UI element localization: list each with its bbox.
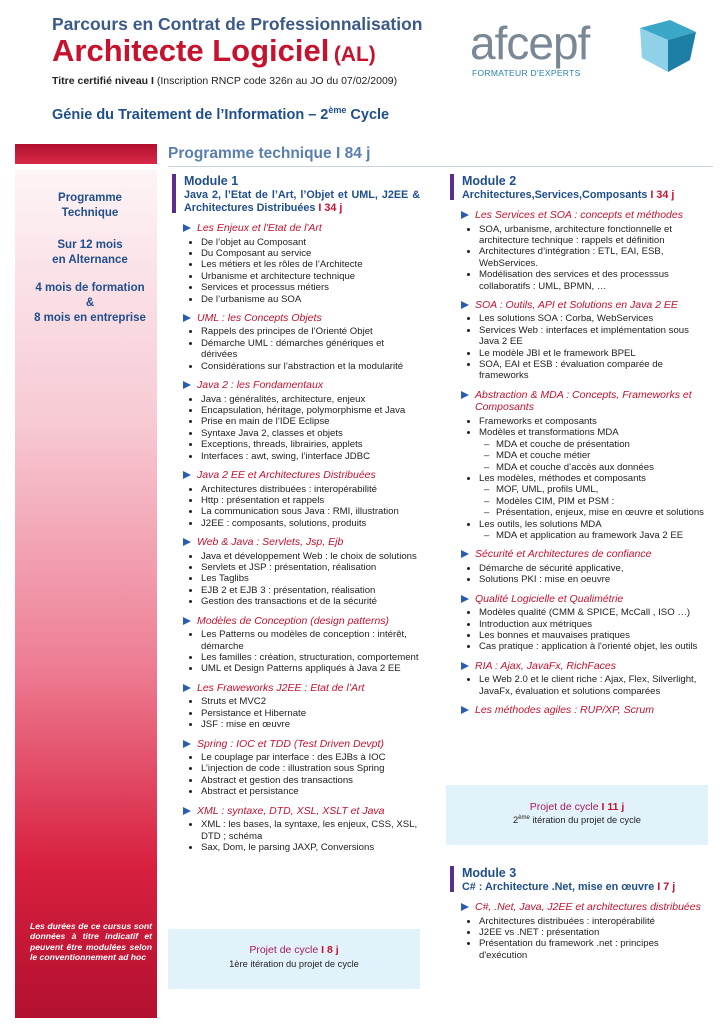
m2-section-6: Les méthodes agiles : RUP/XP, Scrum <box>460 704 706 717</box>
module3-header <box>450 866 706 894</box>
m2-list-0 <box>460 224 706 292</box>
project1-days: I 8 j <box>321 944 339 956</box>
subtitle: Génie du Traitement de l’Information – 2 <box>52 106 329 123</box>
m2-list-2 <box>460 416 706 541</box>
list-item: • Http : présentation et rappels <box>201 495 420 506</box>
list-item: – MDA et couche métier <box>496 450 706 461</box>
program-title: Programme technique I 84 j <box>168 145 371 162</box>
list-item: • EJB 2 et EJB 3 : présentation, réalisation <box>201 585 420 596</box>
list-item: • Les modèles, méthodes et composants <box>479 473 706 484</box>
list-item: • Abstract et persistance <box>201 786 420 797</box>
list-item: – MOF, UML, profils UML, <box>496 484 706 495</box>
module1-column <box>172 174 420 853</box>
text-line: en Alternance <box>52 254 128 266</box>
m1-section-4: Web & Java : Servlets, Jsp, Ejb <box>182 536 420 549</box>
module2-days: I 34 j <box>650 189 675 201</box>
list-item: • J2EE : composants, solutions, produits <box>201 518 420 529</box>
list-item: • La communication sous Java : RMI, illustration <box>201 506 420 517</box>
list-item: – MDA et couche de présentation <box>496 439 706 450</box>
list-item: • Présentation du framework .net : principes d'exécution <box>479 938 706 961</box>
m3-section-0: C#, .Net, Java, J2EE et architectures distribuées <box>460 901 706 914</box>
list-item: • Frameworks et composants <box>479 416 706 427</box>
text-line: Sur 12 mois <box>57 239 123 251</box>
list-item: • Encapsulation, héritage, polymorphisme et Java <box>201 405 420 416</box>
list-item: • Les bonnes et mauvaises pratiques <box>479 630 706 641</box>
module1-header <box>172 174 420 215</box>
m1-list-3 <box>182 484 420 530</box>
list-item: • L’injection de code : illustration sous Spring <box>201 763 420 774</box>
text-line: & <box>85 297 95 309</box>
m1-section-6: Les Fraweworks J2EE : Etat de l’Art <box>182 682 420 695</box>
text-line: 4 mois de formation <box>35 282 145 294</box>
list-item: – Modèles CIM, PIM et PSM : <box>496 496 706 507</box>
list-item: • De l’urbanisme au SOA <box>201 294 420 305</box>
list-item: • Urbanisme et architecture technique <box>201 271 420 282</box>
subtitle-sup: ème <box>328 105 347 115</box>
list-item: • Abstract et gestion des transactions <box>201 775 420 786</box>
project1-desc: 1ère itération du projet de cycle <box>229 959 359 969</box>
list-item: – Présentation, enjeux, mise en œuvre et solutions <box>496 507 706 518</box>
m1-list-0 <box>182 237 420 305</box>
list-item: • Architectures distribuées : interopérabilité <box>201 484 420 495</box>
m1-section-5: Modèles de Conception (design patterns) <box>182 615 420 628</box>
list-item: • Considérations sur l’abstraction et la modularité <box>201 361 420 372</box>
list-item: – MDA et couche d’accès aux données <box>496 462 706 473</box>
m1-section-3: Java 2 EE et Architectures Distribuées <box>182 469 420 482</box>
text-line: 8 mois en entreprise <box>34 312 146 324</box>
m2-list-1 <box>460 313 706 381</box>
m2-sublist-1 <box>479 439 706 473</box>
list-item: • Les Patterns ou modèles de conception : intérêt, démarche <box>201 629 420 652</box>
list-item: • Le modèle JBI et le framework BPEL <box>479 348 706 359</box>
list-item: • Les solutions SOA : Corba, WebServices <box>479 313 706 324</box>
list-item: • Java : généralités, architecture, enjeux <box>201 394 420 405</box>
list-item: • J2EE vs .NET : présentation <box>479 927 706 938</box>
list-item: • Gestion des transactions et de la sécurité <box>201 596 420 607</box>
list-item: • Services et processus métiers <box>201 282 420 293</box>
list-item: • JSF : mise en œuvre <box>201 719 420 730</box>
list-item: • Les familles : création, structuration, comportement <box>201 652 420 663</box>
m1-section-2: Java 2 : les Fondamentaux <box>182 379 420 392</box>
m2-list-3 <box>460 563 706 586</box>
m2-list-4 <box>460 607 706 653</box>
module2-name: Module 2 <box>462 174 517 188</box>
list-item: • Sax, Dom, le parsing JAXP, Conversions <box>201 842 420 853</box>
m1-section-0: Les Enjeux et l'Etat de l'Art <box>182 222 420 235</box>
list-item: • Cas pratique : application à l'orienté objet, les outils <box>479 641 706 652</box>
list-item: • Struts et MVC2 <box>201 696 420 707</box>
list-item: • Du Composant au service <box>201 248 420 259</box>
sidebar <box>15 170 157 1018</box>
sidebar-note: Les durées de ce cursus sont données à titre indicatif et peuvent être modulées selon le conventionnement ad hoc <box>30 921 152 963</box>
module3-subtitle: C# : Architecture .Net, mise en œuvre <box>462 881 655 893</box>
project2-box <box>446 785 708 845</box>
list-item: • Services Web : interfaces et implémentation sous Java 2 EE <box>479 325 706 348</box>
logo-tagline: FORMATEUR D'EXPERTS <box>472 68 581 78</box>
module3-days: I 7 j <box>657 881 676 893</box>
project2-title: Projet de cycle <box>529 801 599 813</box>
list-item: • Le couplage par interface : des EJBs à IOC <box>201 752 420 763</box>
list-item: • XML : les bases, la syntaxe, les enjeux, CSS, XSL, DTD ; schéma <box>201 819 420 842</box>
m1-list-4 <box>182 551 420 608</box>
cert-level: Titre certifié niveau I <box>52 75 154 87</box>
module2-column <box>450 174 706 719</box>
m2-section-4: Qualité Logicielle et Qualimétrie <box>460 593 706 606</box>
sidebar-duration <box>15 238 165 268</box>
project2-days: I 11 j <box>601 801 625 813</box>
list-item: • SOA, EAI et ESB : évaluation comparée de frameworks <box>479 359 706 382</box>
m2-section-1: SOA : Outils, API et Solutions en Java 2 EE <box>460 299 706 312</box>
m2-section-5: RIA : Ajax, JavaFx, RichFaces <box>460 660 706 673</box>
list-item: • Java et développement Web : le choix de solutions <box>201 551 420 562</box>
m3-list-0 <box>460 916 706 962</box>
list-item: • Servlets et JSP : présentation, réalisation <box>201 562 420 573</box>
list-item: • Interfaces : awt, swing, l’interface JDBC <box>201 451 420 462</box>
module2-header <box>450 174 706 202</box>
project1-title: Projet de cycle <box>249 944 319 956</box>
m2-section-3: Sécurité et Architectures de confiance <box>460 548 706 561</box>
text-line: Technique <box>61 207 119 219</box>
subtitle-end: Cycle <box>346 106 390 123</box>
module1-days: I 34 j <box>318 202 343 214</box>
text-line: Programme <box>58 192 122 204</box>
list-item: • Introduction aux métriques <box>479 619 706 630</box>
m1-list-2 <box>182 394 420 462</box>
sidebar-split <box>15 281 165 326</box>
module2-subtitle: Architectures,Services,Composants <box>462 189 648 201</box>
kicker: Parcours en Contrat de Professionnalisation <box>52 14 423 34</box>
list-item: • Syntaxe Java 2, classes et objets <box>201 428 420 439</box>
page-title: Architecte Logiciel <box>52 33 330 68</box>
list-item: • Architectures d’intégration : ETL, EAI, ESB, WebServices. <box>479 246 706 269</box>
m2-list-5 <box>460 674 706 697</box>
project2-desc-sup: ème <box>518 815 530 821</box>
list-item: • De l’objet au Composant <box>201 237 420 248</box>
m2-section-0: Les Services et SOA : concepts et méthodes <box>460 209 706 222</box>
list-item: • Les outils, les solutions MDA <box>479 519 706 530</box>
list-item: • Modèles et transformations MDA <box>479 427 706 438</box>
project1-box <box>168 929 420 989</box>
m1-list-8 <box>182 819 420 853</box>
m1-section-7: Spring : IOC et TDD (Test Driven Devpt) <box>182 738 420 751</box>
list-item: • Solutions PKI : mise en oeuvre <box>479 574 706 585</box>
m1-list-5 <box>182 629 420 675</box>
project2-desc: itération du projet de cycle <box>529 815 641 826</box>
list-item: • Exceptions, threads, librairies, applets <box>201 439 420 450</box>
sidebar-program <box>15 191 165 221</box>
module1-name: Module 1 <box>184 174 239 188</box>
list-item: • Les métiers et les rôles de l’Architecte <box>201 259 420 270</box>
module3-column <box>450 866 706 961</box>
logo-shape-icon <box>634 18 700 74</box>
m1-list-7 <box>182 752 420 798</box>
list-item: • Rappels des principes de l’Orienté Objet <box>201 326 420 337</box>
title-abbr: (AL) <box>333 43 376 66</box>
m1-section-8: XML : syntaxe, DTD, XSL, XSLT et Java <box>182 805 420 818</box>
list-item: • Démarche UML : démarches génériques et dérivées <box>201 338 420 361</box>
m2-sublist-3 <box>479 530 706 541</box>
list-item: • UML et Design Patterns appliqués à Java 2 EE <box>201 663 420 674</box>
list-item: • Les Taglibs <box>201 573 420 584</box>
m2-section-2: Abstraction & MDA : Concepts, Frameworks et Composants <box>460 389 706 414</box>
list-item: • SOA, urbanisme, architecture fonctionnelle et architecture technique : rappels et définition <box>479 224 706 247</box>
list-item: • Prise en main de l’IDE Eclipse <box>201 416 420 427</box>
m1-list-1 <box>182 326 420 372</box>
list-item: – MDA et application au framework Java 2 EE <box>496 530 706 541</box>
list-item: • Architectures distribuées : interopérabilité <box>479 916 706 927</box>
list-item: • Modélisation des services et des processsus collaboratifs : UML, BPMN, … <box>479 269 706 292</box>
module3-name: Module 3 <box>462 866 517 880</box>
cert-info: (Inscription RNCP code 326n au JO du 07/02/2009) <box>153 75 398 87</box>
module1-subtitle: Java 2, l’Etat de l’Art, l’Objet et UML, J2EE & Architectures Distribuées <box>184 189 420 214</box>
list-item: • Le Web 2.0 et le client riche : Ajax, Flex, Silverlight, JavaFx, évaluation et solutions comparées <box>479 674 706 697</box>
list-item: • Modèles qualité (CMM & SPICE, McCall , ISO …) <box>479 607 706 618</box>
red-band <box>15 144 157 164</box>
title-divider <box>168 166 713 167</box>
list-item: • Démarche de sécurité applicative, <box>479 563 706 574</box>
afcepf-logo <box>470 16 710 82</box>
m2-sublist-2 <box>479 484 706 518</box>
project2-desc-num: 2 <box>513 815 519 826</box>
logo-wordmark: afcepf <box>470 17 590 69</box>
m1-list-6 <box>182 696 420 730</box>
m1-section-1: UML : les Concepts Objets <box>182 312 420 325</box>
list-item: • Persistance et Hibernate <box>201 708 420 719</box>
